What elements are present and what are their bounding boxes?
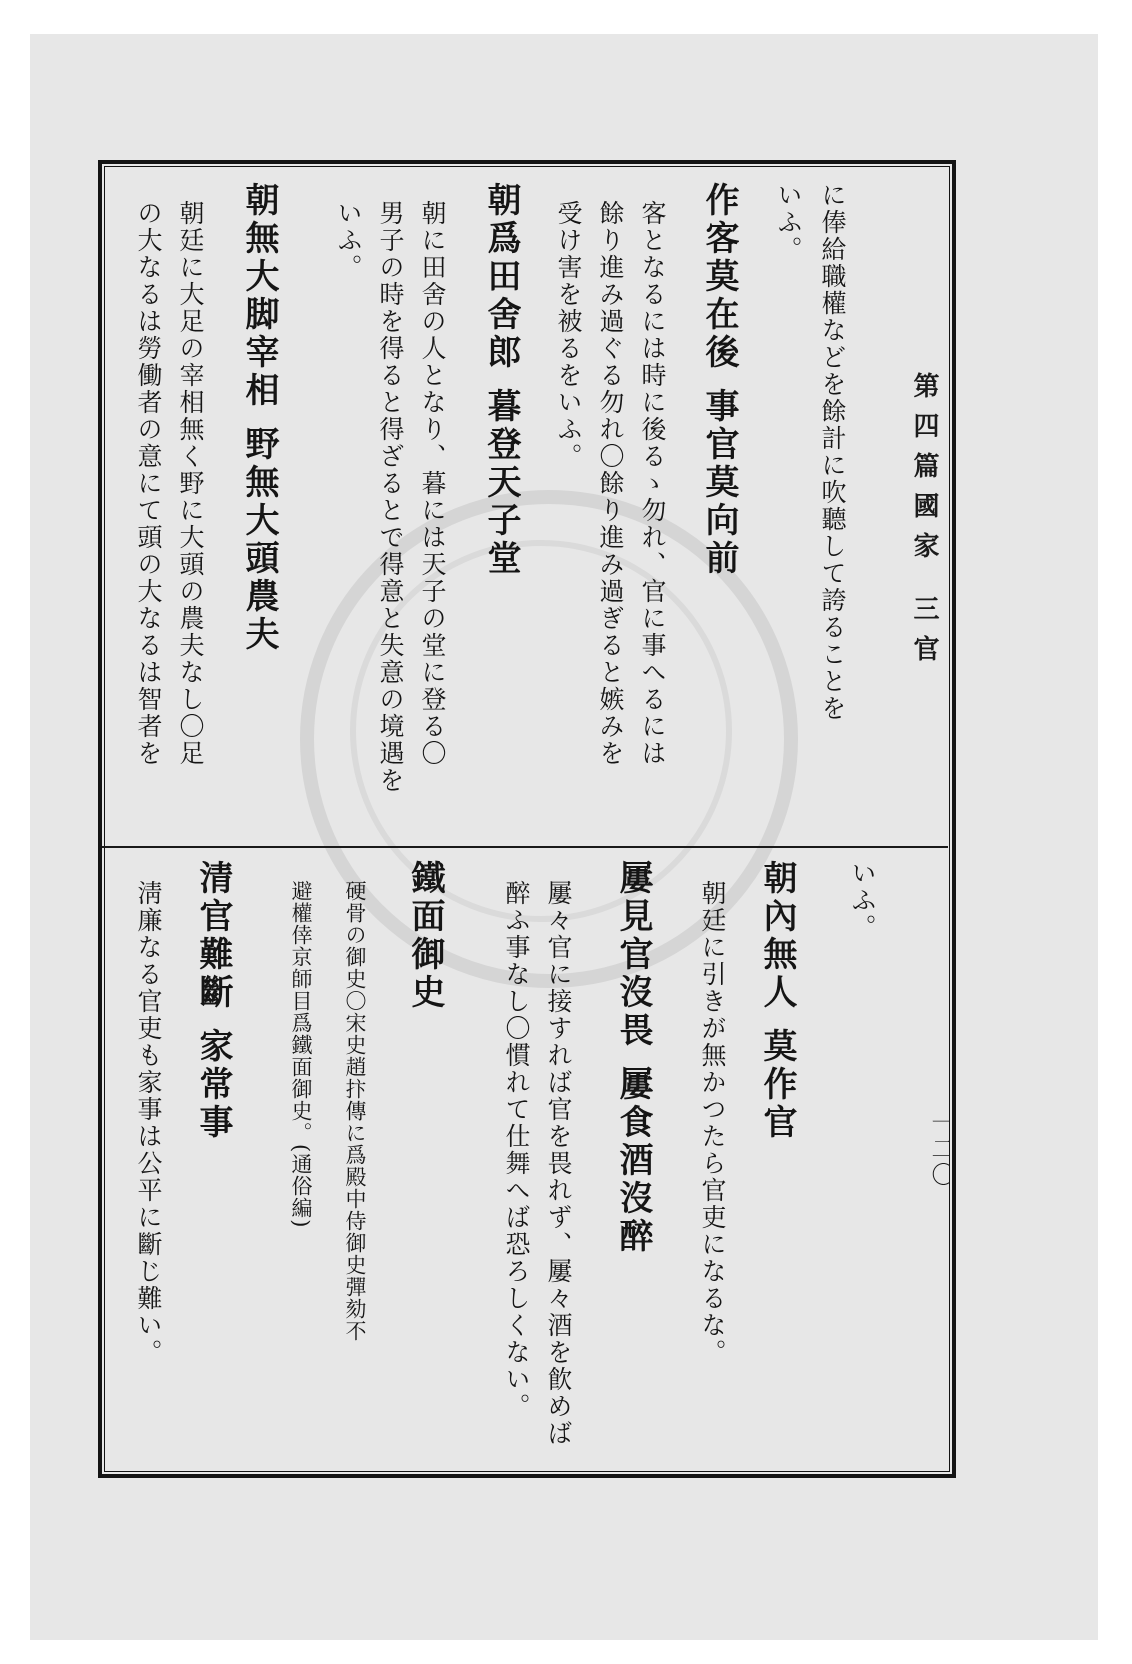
lower-line-8: 硬骨の御史〇宋史趙抃傳に爲殿中侍御史彈劾不: [343, 880, 367, 1342]
upper-line-6: 受け害を被るをいふ。: [554, 200, 583, 470]
upper-line-10: いふ。: [334, 200, 363, 281]
proverb-heading-5: 屢見官沒畏 屢食酒沒醉: [613, 860, 653, 1256]
upper-line-9: 男子の時を得ると得ざるとで得意と失意の境遇を: [376, 200, 405, 794]
proverb-heading-7: 清官難斷 家常事: [193, 860, 233, 1142]
running-head: 第四篇國家 三官: [909, 372, 939, 676]
proverb-heading-4: 朝內無人 莫作官: [757, 860, 797, 1142]
upper-line-8: 朝に田舍の人となり、暮には天子の堂に登る〇: [418, 200, 447, 767]
section-divider: [102, 846, 948, 848]
upper-line-1: に俸給職權などを餘計に吹聽して誇ることを: [818, 182, 847, 722]
upper-line-12: 朝廷に大足の宰相無く野に大頭の農夫なし〇足: [176, 200, 205, 767]
lower-line-5: 屢々官に接すれば官を畏れず、屢々酒を飮めば: [544, 880, 573, 1447]
lower-line-9: 避權倖京師目爲鐵面御史。(通俗編): [289, 880, 313, 1229]
upper-line-4: 客となるには時に後るゝ勿れ、官に事へるには: [638, 200, 667, 767]
proverb-heading-6: 鐵面御史: [405, 860, 445, 1012]
upper-line-2: いふ。: [774, 182, 803, 263]
lower-line-6: 醉ふ事なし〇慣れて仕舞へば恐ろしくない。: [502, 880, 531, 1420]
proverb-heading-2: 朝爲田舍郎 暮登天子堂: [481, 182, 521, 578]
page-number: 一二〇: [927, 1110, 955, 1188]
lower-line-11: 淸廉なる官吏も家事は公平に斷じ難い。: [134, 880, 163, 1366]
upper-line-5: 餘り進み過ぐる勿れ〇餘り進み過ぎると嫉みを: [596, 200, 625, 767]
proverb-heading-3: 朝無大脚宰相 野無大頭農夫: [239, 182, 279, 654]
lower-line-3: 朝廷に引きが無かつたら官吏になるな。: [698, 880, 727, 1366]
proverb-heading-1: 作客莫在後 事官莫向前: [699, 182, 739, 578]
lower-line-1: いふ。: [848, 860, 877, 941]
upper-line-13: の大なるは勞働者の意にて頭の大なるは智者を: [134, 200, 163, 767]
